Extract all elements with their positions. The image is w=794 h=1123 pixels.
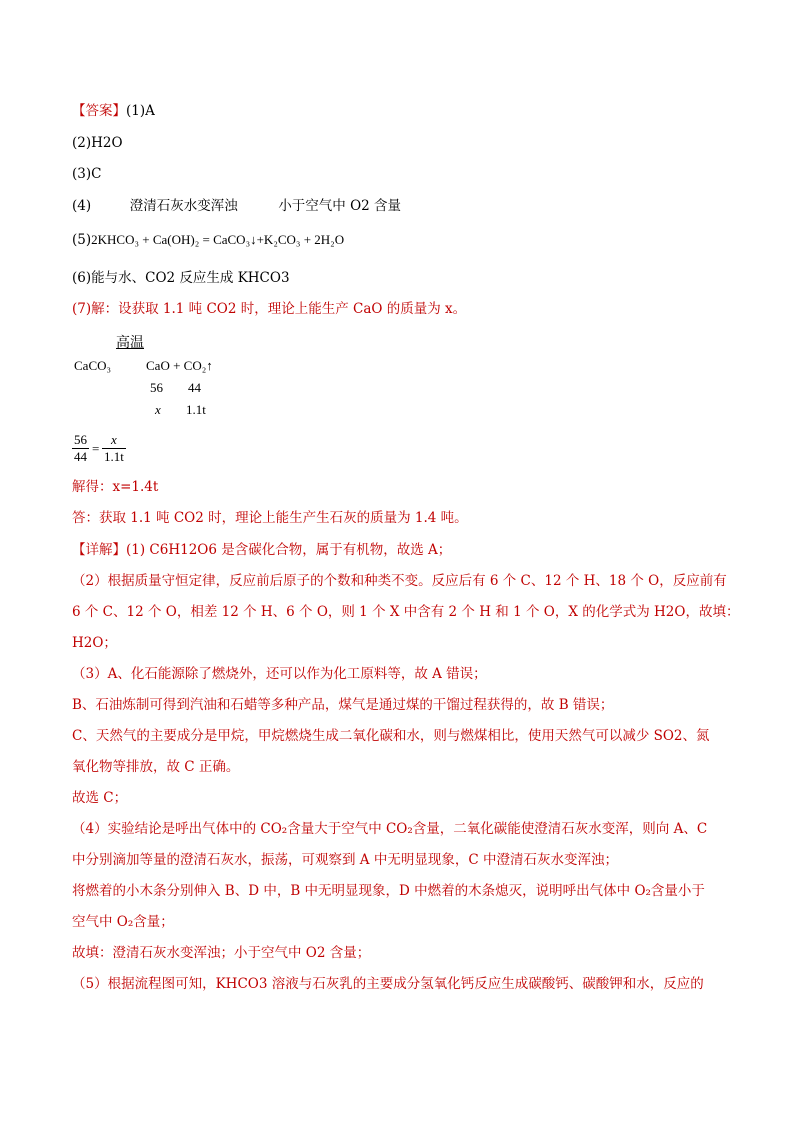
detail-4a: （4）实验结论是呼出气体中的 CO₂含量大于空气中 CO₂含量，二氧化碳能使澄清石灰水变浑，则向 A、C (72, 821, 708, 837)
detail-5a: （5）根据流程图可知，KHCO3 溶液与石灰乳的主要成分氢氧化钙反应生成碳酸钙、碳酸钾和水，反应的 (72, 976, 704, 992)
reaction-condition: 高温 (116, 335, 144, 351)
detail-tag: 【详解】 (72, 542, 126, 558)
answer-5-equation: 2KHCO₃ + Ca(OH)₂ = CaCO₃↓+K₂CO₃ + 2H₂O (91, 232, 345, 247)
fraction-right-numerator: x (102, 432, 126, 449)
detail-2a: （2）根据质量守恒定律，反应前后原子的个数和种类不变。反应后有 6 个 C、12 个 H、18 个 O，反应前有 (72, 573, 727, 589)
molar-mass-co2: 44 (188, 380, 201, 395)
answer-3: (3)C (72, 166, 102, 182)
answer-1: (1)A (126, 103, 155, 119)
answer-line-1 (72, 101, 155, 121)
detail-3e: 故选 C； (72, 790, 128, 806)
detail-4c: 将燃着的小木条分别伸入 B、D 中，B 中无明显现象，D 中燃着的木条熄灭，说明呼出气体中 O₂含量小于 (72, 883, 705, 899)
fraction-left-numerator: 56 (74, 432, 87, 447)
fraction-left (72, 432, 89, 465)
detail-4b: 中分别滴加等量的澄清石灰水，振荡，可观察到 A 中无明显现象，C 中澄清石灰水变浑浊； (72, 852, 618, 868)
fraction-right-denominator: 1.1t (104, 449, 124, 464)
unknown-x: x (155, 402, 161, 417)
molar-mass-cao: 56 (150, 380, 163, 395)
answer-4-part1: 澄清石灰水变浑浊 (129, 198, 238, 214)
detail-4d: 空气中 O₂含量； (72, 914, 174, 930)
answer-4-num: (4) (72, 198, 92, 214)
detail-2b: 6 个 C、12 个 O，相差 12 个 H、6 个 O，则 1 个 X 中含有 2 个 H 和 1 个 O，X 的化学式为 H2O，故填： (72, 604, 740, 620)
answer-4-part2: 小于空气中 O2 含量 (278, 198, 402, 214)
detail-1: (1) C6H12O6 是含碳化合物，属于有机物，故选 A； (126, 542, 452, 558)
product-formula: CaO + CO₂↑ (146, 358, 213, 373)
answer-7: (7)解：设获取 1.1 吨 CO2 时，理论上能生产 CaO 的质量为 x。 (72, 301, 467, 317)
fraction-left-denominator: 44 (74, 449, 87, 464)
solve-line: 解得：x=1.4t (72, 479, 159, 495)
detail-2c: H2O； (72, 635, 117, 651)
answer-tag: 【答案】 (72, 103, 126, 119)
detail-line-1 (72, 540, 451, 560)
answer-5-num: (5) (72, 232, 92, 248)
detail-3d: 氧化物等排放，故 C 正确。 (72, 759, 240, 775)
fraction-equals: = (92, 441, 100, 456)
answer-5-line (72, 230, 344, 250)
detail-3b: B、石油炼制可得到汽油和石蜡等多种产品，煤气是通过煤的干馏过程获得的，故 B 错误； (72, 697, 614, 713)
answer-4-line (72, 196, 401, 216)
given-co2: 1.1t (186, 402, 206, 417)
detail-4e: 故填：澄清石灰水变浑浊；小于空气中 O2 含量； (72, 945, 371, 961)
conclusion-line: 答：获取 1.1 吨 CO2 时，理论上能生产生石灰的质量为 1.4 吨。 (72, 510, 468, 526)
detail-3a: （3）A、化石能源除了燃烧外，还可以作为化工原料等，故 A 错误； (72, 666, 487, 682)
answer-2: (2)H2O (72, 135, 123, 151)
reactant-formula: CaCO₃ (74, 358, 112, 373)
answer-6: (6)能与水、CO2 反应生成 KHCO3 (72, 270, 290, 286)
detail-3c: C、天然气的主要成分是甲烷，甲烷燃烧生成二氧化碳和水，则与燃煤相比，使用天然气可以减少 SO2、氮 (72, 728, 710, 744)
fraction-right (102, 432, 126, 465)
